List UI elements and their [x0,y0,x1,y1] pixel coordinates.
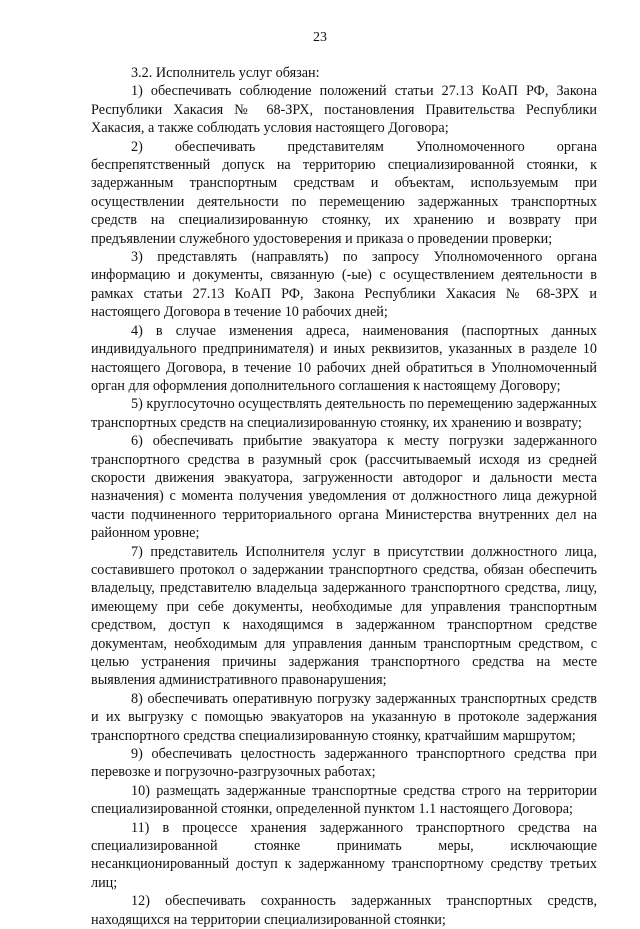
list-item-12: 12) обеспечивать сохранность задержанных транспортных средств, находящихся на территории специализированной стоянки; [91,893,597,928]
section-title: 3.2. Исполнитель услуг обязан: [131,65,320,81]
page-number: 23 [313,30,327,45]
list-item-6: 6) обеспечивать прибытие эвакуатора к месту погрузки задержанного транспортного средства в разумный срок (рассчитываемый исходя из средней скорости движения эвакуатора, загруженности автодорог и дальности места назначения) с момента получения уведомления от должностного лица дежурной части подчиненного территориального органа Министерства внутренних дел на районном уровне; [91,433,597,542]
list-item-2: 2) обеспечивать представителям Уполномоченного органа беспрепятственный допуск на территорию специализированной стоянки, к задержанным транспортным средствам и объектам, используемым при осуществлении деятельности по перемещению задержанных транспортных средств на специализированную стоянку, их хранению и возврату при предъявлении служебного удостоверения и приказа о проведении проверки; [91,138,597,247]
list-item-5: 5) круглосуточно осуществлять деятельность по перемещению задержанных транспортных средств на специализированную стоянку, их хранению и возврату; [91,396,597,431]
list-item-3: 3) представлять (направлять) по запросу Уполномоченного органа информацию и документы, связанную (-ые) с осуществлением деятельности в рамках статьи 27.13 КоАП РФ, Закона Республики Хакасия № 68-ЗРХ и настоящего Договора в течение 10 рабочих дней; [91,249,597,321]
list-item-9: 9) обеспечивать целостность задержанного транспортного средства при перевозке и погрузочно-разгрузочных работах; [91,746,597,781]
list-item-10: 10) размещать задержанные транспортные средства строго на территории специализированной стоянки, определенной пунктом 1.1 настоящего Договора; [91,782,597,818]
list-item-8: 8) обеспечивать оперативную погрузку задержанных транспортных средств и их выгрузку с помощью эвакуаторов на указанную в протоколе задержания транспортного средства специализированную стоянку, кратчайшим маршрутом; [91,690,597,744]
list-item-1: 1) обеспечивать соблюдение положений статьи 27.13 КоАП РФ, Закона Республики Хакасия № 68-ЗРХ, постановления Правительства Республики Хакасия, а также соблюдать условия настоящего Договора; [91,83,597,137]
list-item-11: 11) в процессе хранения задержанного транспортного средства на специализированной стоянке принимать меры, исключающие несанкционированный доступ к задержанному транспортному средству третьих лиц; [91,819,597,891]
document-body [91,64,597,929]
list-item-7: 7) представитель Исполнителя услуг в присутствии должностного лица, составившего протокол о задержании транспортного средства, обязан обеспечить владельцу, представителю владельца задержанного транспортного средства, лицу, имеющему при себе документы, необходимые для управления транспортным средством, доступ к находящимся в задержанном транспортном средстве документам, необходимым для управления данным транспортным средством, с целью устранения причины задержания транспортного средства на месте выявления административного правонарушения; [91,543,597,689]
list-item-4: 4) в случае изменения адреса, наименования (паспортных данных индивидуального предпринимателя) и иных реквизитов, указанных в разделе 10 настоящего Договора, в течение 10 рабочих дней обратиться в Уполномоченный орган для оформления дополнительного соглашения к настоящему Договору; [91,322,597,394]
